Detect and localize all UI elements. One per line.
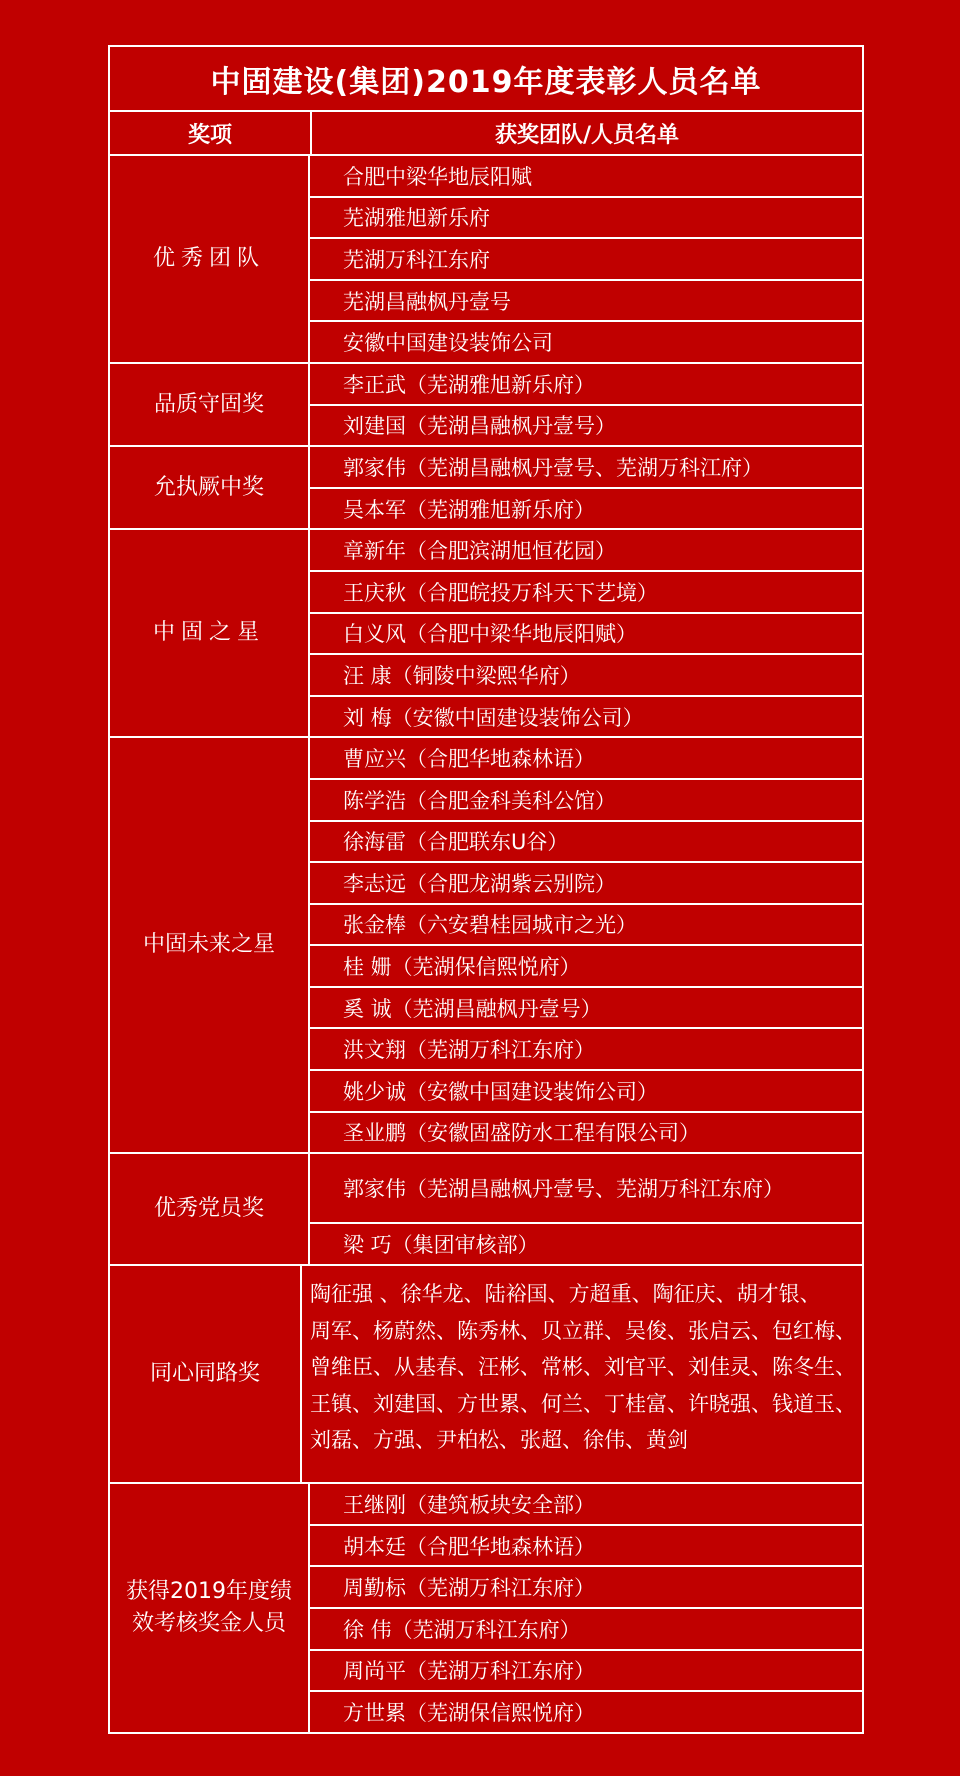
entry: 安徽中国建设装饰公司 — [343, 331, 553, 356]
award-name: 中固未来之星 — [110, 738, 310, 1152]
entry-list — [310, 364, 862, 445]
entry: 曹应兴（合肥华地森林语） — [310, 738, 862, 780]
award-group-star — [110, 530, 862, 738]
entry: 姚少诚（安徽中国建设装饰公司） — [310, 1071, 862, 1113]
entry: 郭家伟（芜湖昌融枫丹壹号、芜湖万科江东府） — [310, 1154, 862, 1224]
award-group-quality — [110, 364, 862, 447]
award-name: 允执厥中奖 — [110, 447, 310, 528]
award-name: 获得2019年度绩效考核奖金人员 — [110, 1484, 310, 1732]
entry: 李正武（芜湖雅旭新乐府） — [310, 364, 862, 406]
name-line: 曾维臣、从基春、汪彬、常彬、刘官平、刘佳灵、陈冬生、 — [310, 1355, 856, 1380]
entry-list — [310, 1154, 862, 1264]
entry: 胡本廷（合肥华地森林语） — [310, 1526, 862, 1568]
entry: 章新年（合肥滨湖旭恒花园） — [310, 530, 862, 572]
award-name: 中固之星 — [110, 530, 310, 736]
entry-list — [310, 156, 862, 362]
award-group-party-member — [110, 1154, 862, 1266]
entry: 王庆秋（合肥皖投万科天下艺境） — [310, 572, 862, 614]
entry: 徐海雷（合肥联东U谷） — [310, 822, 862, 864]
table-title: 中固建设(集团)2019年度表彰人员名单 — [110, 47, 862, 112]
entry: 汪 康（铜陵中梁熙华府） — [310, 655, 862, 697]
entry-list — [310, 530, 862, 736]
name-line: 陶征强 、徐华龙、陆裕国、方超重、陶征庆、胡才银、 — [310, 1282, 821, 1307]
entry: 洪文翔（芜湖万科江东府） — [310, 1029, 862, 1071]
entry: 圣业鹏（安徽固盛防水工程有限公司） — [343, 1121, 700, 1146]
header-award: 奖项 — [110, 112, 312, 154]
entry: 周勤标（芜湖万科江东府） — [310, 1567, 862, 1609]
award-name: 优秀党员奖 — [110, 1154, 310, 1264]
award-name: 品质守固奖 — [110, 364, 310, 445]
entry: 周尚平（芜湖万科江东府） — [310, 1651, 862, 1693]
header-names: 获奖团队/人员名单 — [494, 122, 680, 148]
entry: 郭家伟（芜湖昌融枫丹壹号、芜湖万科江府） — [310, 447, 862, 489]
award-group-yunzhi — [110, 447, 862, 530]
award-group-outstanding-team — [110, 156, 862, 364]
entry: 芜湖雅旭新乐府 — [310, 198, 862, 240]
award-group-performance-bonus — [110, 1484, 862, 1732]
award-group-future-star — [110, 738, 862, 1154]
entry: 刘 梅（安徽中固建设装饰公司） — [343, 705, 644, 730]
name-line: 周军、杨蔚然、陈秀林、贝立群、吴俊、张启云、包红梅、 — [310, 1318, 856, 1343]
entry: 刘建国（芜湖昌融枫丹壹号） — [343, 414, 616, 439]
name-paragraph — [302, 1266, 862, 1482]
entry-list — [310, 1484, 862, 1732]
entry: 奚 诚（芜湖昌融枫丹壹号） — [310, 988, 862, 1030]
name-block — [302, 1266, 862, 1482]
entry: 桂 姗（芜湖保信熙悦府） — [310, 946, 862, 988]
entry: 芜湖万科江东府 — [310, 239, 862, 281]
entry-list — [310, 738, 862, 1152]
header-row — [110, 112, 862, 156]
entry: 白义风（合肥中梁华地辰阳赋） — [310, 614, 862, 656]
entry: 陈学浩（合肥金科美科公馆） — [310, 780, 862, 822]
entry-list — [310, 447, 862, 528]
entry: 梁 巧（集团审核部） — [343, 1233, 539, 1258]
entry: 王继刚（建筑板块安全部） — [310, 1484, 862, 1526]
award-table — [108, 45, 864, 1734]
name-line: 王镇、刘建国、方世累、何兰、丁桂富、许晓强、钱道玉、 — [310, 1391, 856, 1416]
entry: 芜湖昌融枫丹壹号 — [310, 281, 862, 323]
entry: 张金棒（六安碧桂园城市之光） — [310, 905, 862, 947]
award-group-tongxin — [110, 1266, 862, 1484]
award-name: 同心同路奖 — [110, 1266, 302, 1482]
entry: 合肥中梁华地辰阳赋 — [310, 156, 862, 198]
entry: 吴本军（芜湖雅旭新乐府） — [343, 497, 595, 522]
entry: 徐 伟（芜湖万科江东府） — [310, 1609, 862, 1651]
name-line: 刘磊、方强、尹柏松、张超、徐伟、黄剑 — [310, 1428, 688, 1453]
award-name: 优秀团队 — [110, 156, 310, 362]
entry: 方世累（芜湖保信熙悦府） — [343, 1701, 595, 1726]
entry: 李志远（合肥龙湖紫云别院） — [310, 863, 862, 905]
